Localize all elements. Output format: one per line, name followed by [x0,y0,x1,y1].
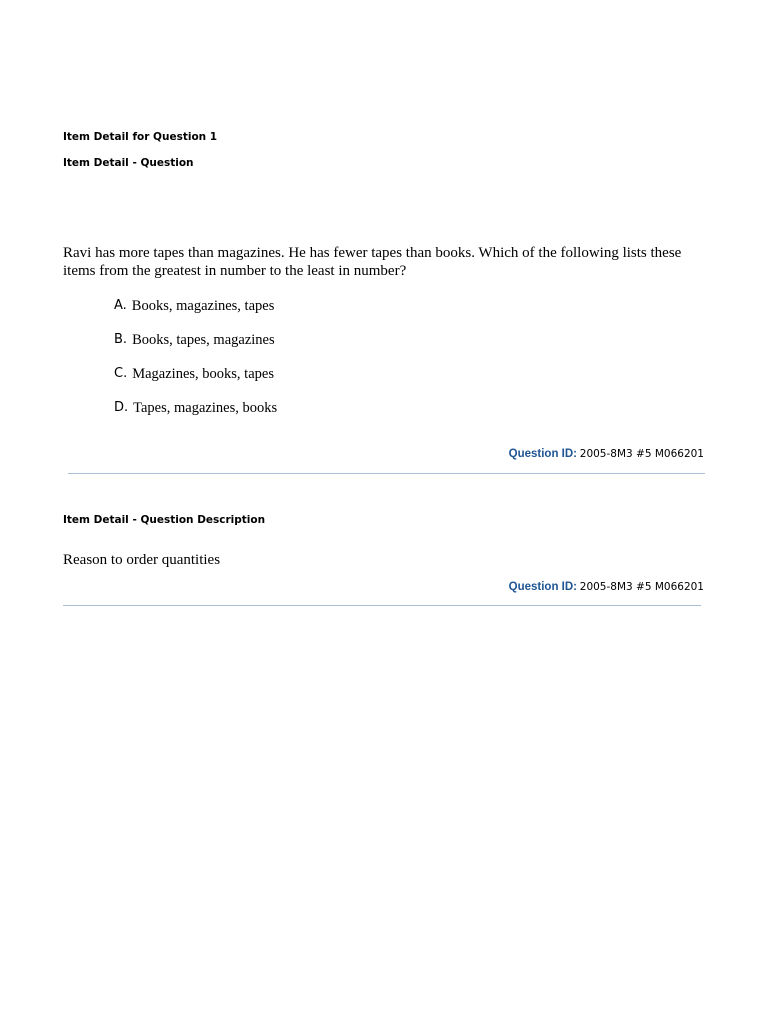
option-letter: C. [114,366,128,381]
option-text: Magazines, books, tapes [132,366,274,382]
question-id-label: Question ID: [508,581,578,593]
question-id-row [509,448,704,460]
option-letter: A. [114,298,127,313]
question-section-heading: Item Detail - Question [63,157,194,169]
item-detail-title: Item Detail for Question 1 [63,131,218,143]
section-divider [68,473,705,474]
question-id-value: 2005-8M3 #5 M066201 [579,448,704,460]
option-text: Tapes, magazines, books [133,400,278,416]
answer-options [114,297,277,433]
section-divider [63,605,701,606]
question-id-label: Question ID: [508,448,578,460]
option-b [114,331,277,365]
option-a [114,297,277,331]
option-letter: D. [114,400,129,415]
question-id-row [509,581,704,593]
option-d [114,399,277,433]
question-stem: Ravi has more tapes than magazines. He has fewer tapes than books. Which of the following lists these items from the greatest in number to the least in number? [63,245,682,279]
description-section-heading: Item Detail - Question Description [63,514,266,526]
option-text: Books, magazines, tapes [131,298,275,314]
question-id-value: 2005-8M3 #5 M066201 [579,581,704,593]
option-c [114,365,277,399]
question-description: Reason to order quantities [63,552,221,568]
option-text: Books, tapes, magazines [132,332,275,348]
option-letter: B. [114,332,128,347]
